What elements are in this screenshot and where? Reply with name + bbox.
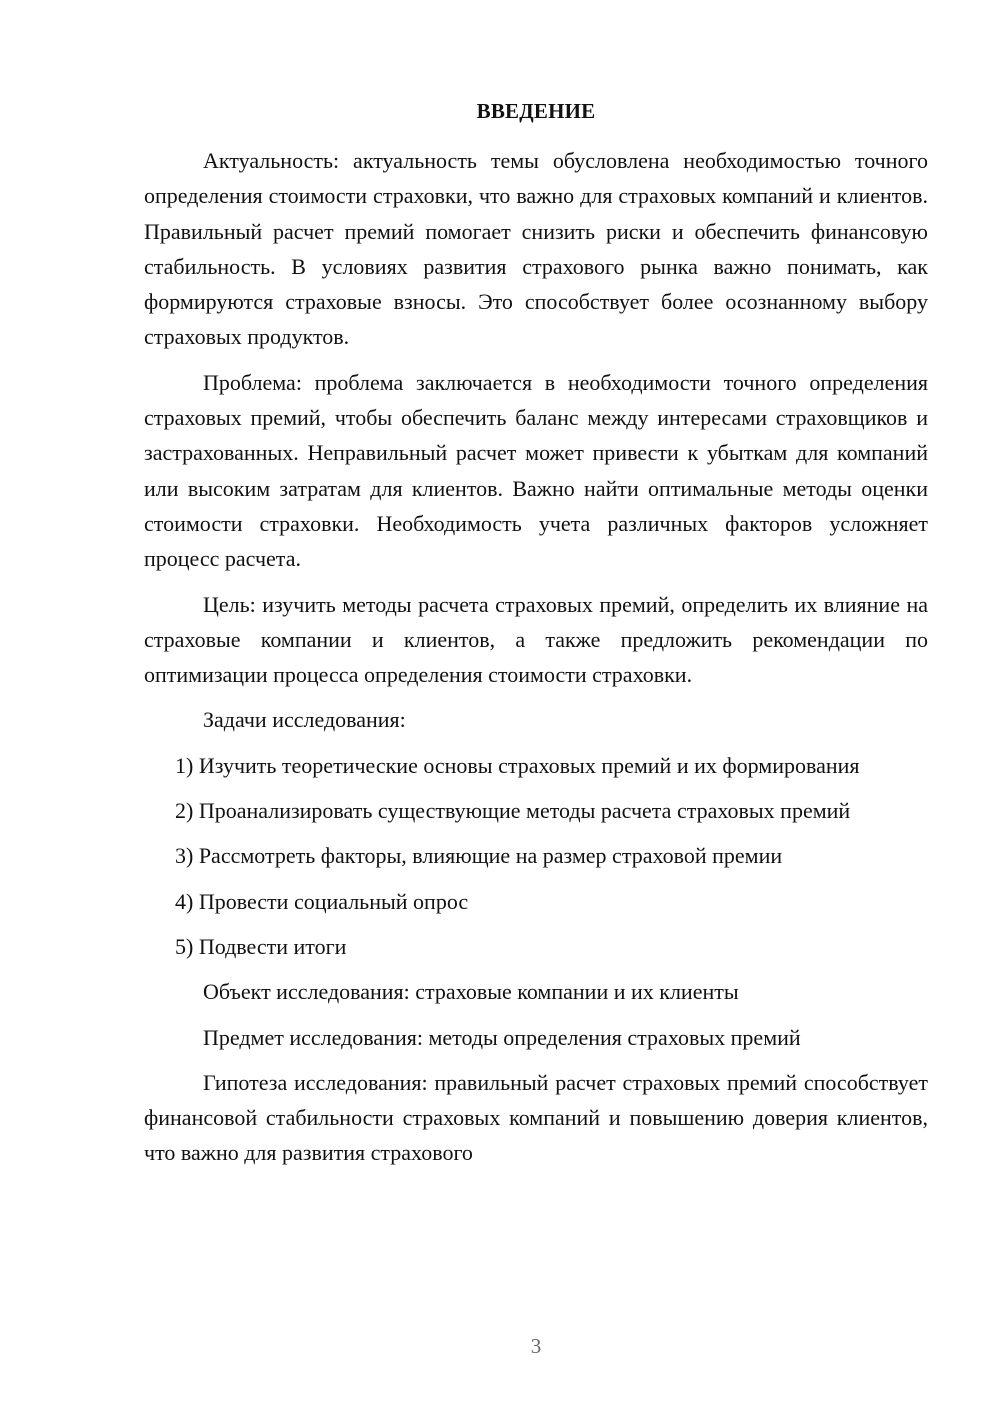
task-item: 5) Подвести итоги [175, 933, 347, 959]
paragraph-problem: Проблема: проблема заключается в необходимости точного определения страховых премий, чтобы обеспечить баланс между интересами страховщиков и застрахованных. Неправильный расчет может привести к убыткам для компаний или высоким затратам для клиентов. Важно найти оптимальные методы оценки стоимости страховки. Необходимость учета различных факторов усложняет процесс расчета. [144, 369, 928, 572]
paragraph-relevance: Актуальность: актуальность темы обусловлена необходимостью точного определения стоимости страховки, что важно для страховых компаний и клиентов. Правильный расчет премий помогает снизить риски и обеспечить финансовую стабильность. В условиях развития страхового рынка важно понимать, как формируются страховые взносы. Это способствует более осознанному выбору страховых продуктов. [144, 148, 928, 350]
task-item: 1) Изучить теоретические основы страховых премий и их формирования [175, 752, 860, 778]
paragraph-hypothesis: Гипотеза исследования: правильный расчет страховых премий способствует финансовой стабильности страховых компаний и повышению доверия клиентов, что важно для развития страхового [144, 1069, 928, 1166]
paragraph-subject: Предмет исследования: методы определения страховых премий [203, 1024, 801, 1050]
section-title: ВВЕДЕНИЕ [476, 99, 596, 123]
page-number: 3 [530, 1334, 542, 1358]
task-item: 4) Провести социальный опрос [175, 888, 469, 914]
tasks-heading: Задачи исследования: [203, 707, 406, 733]
paragraph-object: Объект исследования: страховые компании и их клиенты [203, 979, 739, 1005]
document-body [144, 143, 928, 1171]
paragraph-goal: Цель: изучить методы расчета страховых премий, определить их влияние на страховые компании и клиентов, а также предложить рекомендации по оптимизации процесса определения стоимости страховки. [144, 591, 928, 688]
task-item: 3) Рассмотреть факторы, влияющие на размер страховой премии [175, 843, 783, 869]
task-item: 2) Проанализировать существующие методы расчета страховых премий [175, 798, 851, 824]
